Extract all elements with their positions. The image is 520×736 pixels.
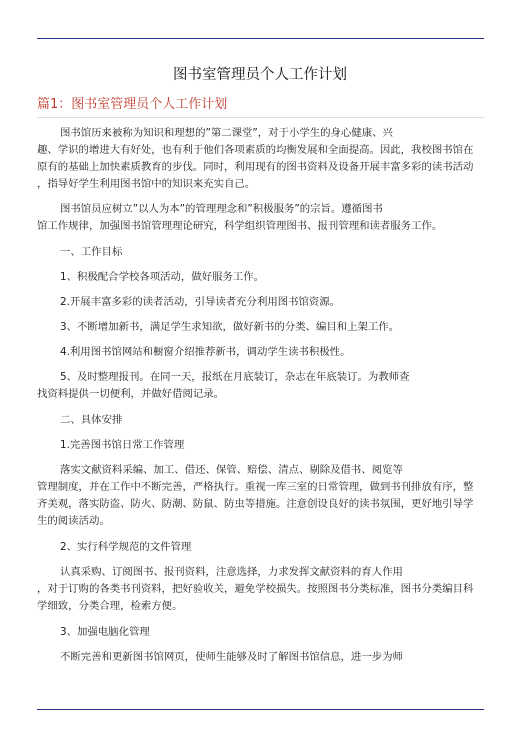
body-line: 原有的基础上加快素质教育的步伐。同时，利用现有的图书资料及设备开展丰富多彩的读书活动	[37, 161, 474, 173]
body-line: 落实文献资料采编、加工、借还、保管、赔偿、清点、剔除及借书、阅览等	[60, 464, 403, 476]
subsection-heading: 二、具体安排	[60, 414, 123, 426]
subsection-heading: 一、工作目标	[60, 246, 123, 258]
body-line: 齐美观，落实防盗、防火、防潮、防鼠、防虫等措施。注意创设良好的读书氛围，更好地引导学	[37, 498, 474, 510]
list-item: 1、积极配合学校各项活动，做好服务工作。	[60, 271, 265, 283]
list-item: 5、及时整理报刊。在同一天，报纸在月底装订，杂志在年底装订。为教师查	[60, 371, 410, 383]
top-rule	[37, 38, 484, 39]
section-heading: 篇1：图书室管理员个人工作计划	[37, 97, 228, 112]
body-line: 生的阅读活动。	[37, 515, 110, 527]
body-line: ，对于订购的各类书刊资料，把好验收关，避免学校损失。按照图书分类标准，图书分类编目科	[37, 583, 474, 595]
list-item-continuation: 找资料提供一切便利，并做好借阅记录。	[37, 388, 225, 400]
bottom-rule	[37, 709, 484, 710]
body-line: 馆工作规律，加强图书馆管理理论研究，科学组织管理图书、报刊管理和读者服务工作。	[37, 220, 443, 232]
body-line: 管理制度，并在工作中不断完善，严格执行。重视一库三室的日常管理，做到书刊排放有序，整	[37, 481, 474, 493]
item-heading: 1.完善图书馆日常工作管理	[60, 439, 185, 451]
heading-divider	[37, 117, 484, 118]
body-line: 图书馆历来被称为知识和理想的”第二课堂”，对于小学生的身心健康、兴	[60, 127, 393, 139]
item-heading: 2、实行科学规范的文件管理	[60, 541, 192, 553]
body-line: ，指导好学生利用图书馆中的知识来充实自己。	[37, 178, 256, 190]
list-item: 2.开展丰富多彩的读者活动，引导读者充分利用图书馆资源。	[60, 296, 341, 308]
body-line: 不断完善和更新图书馆网页，使师生能够及时了解图书馆信息，进一步为师	[60, 651, 403, 663]
body-line: 图书馆员应树立”以人为本”的管理理念和”积极服务”的宗旨。遵循图书	[60, 203, 383, 215]
body-line: 学细致，分类合理，检索方便。	[37, 600, 183, 612]
item-heading: 3、加强电脑化管理	[60, 626, 150, 638]
document-title: 图书室管理员个人工作计划	[173, 67, 347, 83]
list-item: 4.利用图书馆网站和橱窗介绍推荐新书，调动学生读书积极性。	[60, 346, 351, 358]
body-line: 趣、学识的增进大有好处，也有利于他们各项素质的均衡发展和全面提高。因此，我校图书馆在	[37, 144, 474, 156]
list-item: 3、不断增加新书，满足学生求知欲，做好新书的分类、编目和上架工作。	[60, 321, 400, 333]
body-line: 认真采购、订阅图书、报刊资料，注意选择，力求发挥文献资料的育人作用	[60, 566, 403, 578]
